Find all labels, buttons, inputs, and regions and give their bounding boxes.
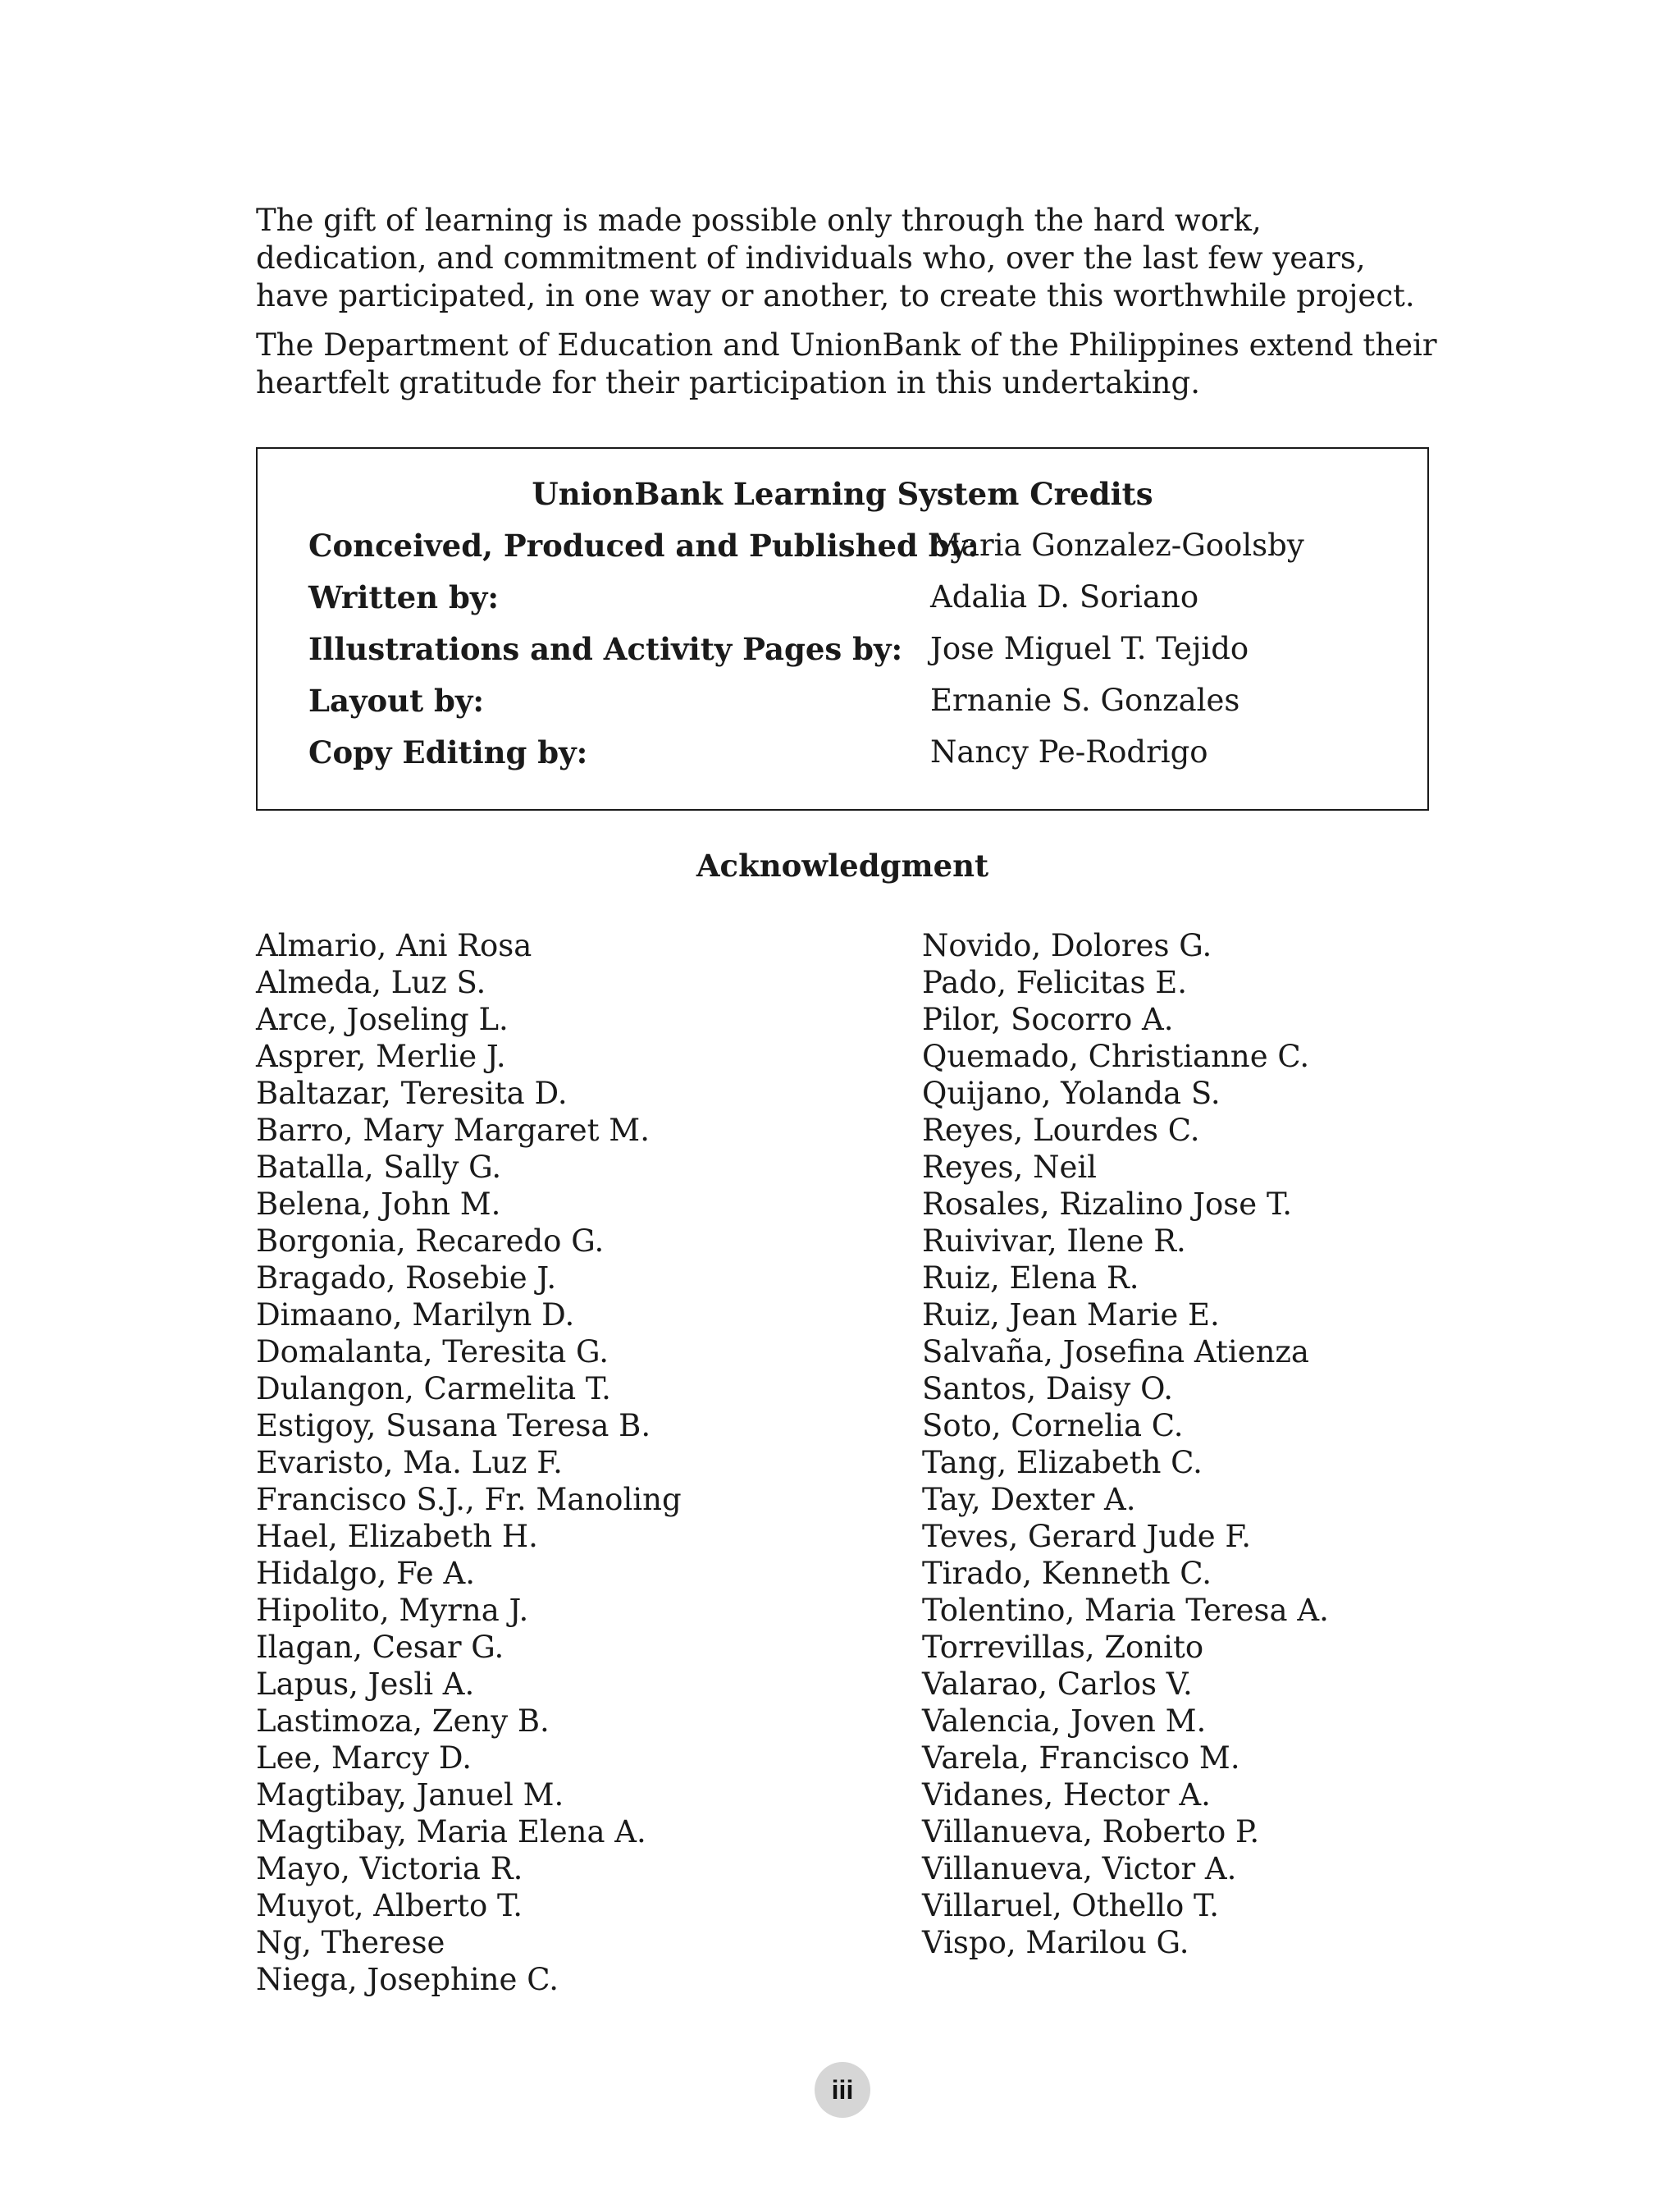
acknowledgment-name: Valarao, Carlos V. — [922, 1667, 1193, 1702]
acknowledgment-name: Ruiz, Jean Marie E. — [922, 1297, 1220, 1333]
acknowledgment-name: Villaruel, Othello T. — [922, 1888, 1220, 1923]
acknowledgment-name: Hipolito, Myrna J. — [256, 1593, 529, 1628]
acknowledgment-name: Barro, Mary Margaret M. — [256, 1113, 650, 1148]
acknowledgment-name: Borgonia, Recaredo G. — [256, 1223, 605, 1259]
acknowledgment-name: Ng, Therese — [256, 1925, 445, 1960]
acknowledgment-name: Belena, John M. — [256, 1186, 501, 1222]
acknowledgment-name: Villanueva, Roberto P. — [922, 1814, 1260, 1849]
acknowledgment-name: Pilor, Socorro A. — [922, 1002, 1174, 1037]
intro-paragraph-1: The gift of learning is made possible only through the hard work, dedication, and commitment of individuals who, over the last few years, have participated, in one way or another, to create this worthwhile project. — [256, 203, 1415, 313]
credit-row — [308, 734, 1411, 771]
acknowledgment-name: Evaristo, Ma. Luz F. — [256, 1445, 563, 1480]
acknowledgment-name: Vispo, Marilou G. — [922, 1925, 1189, 1960]
credit-name: Jose Miguel T. Tejido — [930, 631, 1249, 666]
acknowledgment-name: Santos, Daisy O. — [922, 1371, 1174, 1406]
acknowledgment-name: Reyes, Lourdes C. — [922, 1113, 1200, 1148]
acknowledgment-name: Valencia, Joven M. — [922, 1703, 1207, 1739]
acknowledgment-title: Acknowledgment — [696, 848, 989, 884]
credit-role: Illustrations and Activity Pages by: — [308, 631, 903, 667]
acknowledgment-name: Tolentino, Maria Teresa A. — [922, 1593, 1329, 1628]
acknowledgment-name: Varela, Francisco M. — [922, 1740, 1240, 1776]
credit-row — [308, 527, 1411, 565]
intro-paragraph-2: The Department of Education and UnionBank of the Philippines extend their heartfelt gratitude for their participation in this undertaking. — [256, 327, 1437, 400]
page-number-badge: iii — [815, 2062, 870, 2118]
acknowledgment-name: Almario, Ani Rosa — [256, 928, 532, 963]
acknowledgment-name: Villanueva, Victor A. — [922, 1851, 1237, 1886]
credit-role: Copy Editing by: — [308, 734, 588, 770]
acknowledgment-name: Vidanes, Hector A. — [922, 1777, 1211, 1813]
acknowledgment-name: Reyes, Neil — [922, 1150, 1098, 1185]
acknowledgment-name: Ruivivar, Ilene R. — [922, 1223, 1186, 1259]
acknowledgment-name: Domalanta, Teresita G. — [256, 1334, 609, 1369]
acknowledgment-name: Magtibay, Maria Elena A. — [256, 1814, 646, 1849]
acknowledgment-name: Estigoy, Susana Teresa B. — [256, 1408, 651, 1443]
acknowledgment-name: Rosales, Rizalino Jose T. — [922, 1186, 1292, 1222]
acknowledgment-name: Dulangon, Carmelita T. — [256, 1371, 611, 1406]
acknowledgment-name: Muyot, Alberto T. — [256, 1888, 523, 1923]
acknowledgment-name: Tay, Dexter A. — [922, 1482, 1136, 1517]
acknowledgment-name: Tang, Elizabeth C. — [922, 1445, 1203, 1480]
credits-box — [256, 447, 1429, 811]
acknowledgment-name: Baltazar, Teresita D. — [256, 1076, 568, 1111]
credit-role: Written by: — [308, 579, 499, 615]
acknowledgment-name: Batalla, Sally G. — [256, 1150, 502, 1185]
acknowledgment-name: Ruiz, Elena R. — [922, 1260, 1139, 1296]
acknowledgment-name: Arce, Joseling L. — [256, 1002, 509, 1037]
acknowledgment-name: Tirado, Kenneth C. — [922, 1556, 1212, 1591]
acknowledgment-name: Torrevillas, Zonito — [922, 1630, 1204, 1665]
acknowledgment-name: Bragado, Rosebie J. — [256, 1260, 557, 1296]
credit-row — [308, 578, 1411, 616]
credit-role: Conceived, Produced and Published by: — [308, 528, 979, 564]
acknowledgment-name: Quijano, Yolanda S. — [922, 1076, 1221, 1111]
credit-name: Nancy Pe-Rodrigo — [930, 734, 1208, 770]
acknowledgment-name: Teves, Gerard Jude F. — [922, 1519, 1252, 1554]
acknowledgment-name: Lee, Marcy D. — [256, 1740, 472, 1776]
acknowledgment-name: Dimaano, Marilyn D. — [256, 1297, 575, 1333]
acknowledgment-name: Lapus, Jesli A. — [256, 1667, 475, 1702]
acknowledgment-name: Salvaña, Josefina Atienza — [922, 1334, 1309, 1369]
acknowledgment-name: Quemado, Christianne C. — [922, 1039, 1310, 1074]
acknowledgment-name: Ilagan, Cesar G. — [256, 1630, 504, 1665]
credit-name: Ernanie S. Gonzales — [930, 683, 1240, 718]
credit-row — [308, 630, 1411, 668]
credit-name: Maria Gonzalez-Goolsby — [930, 528, 1304, 563]
acknowledgment-right-column — [922, 927, 1329, 1961]
credit-name: Adalia D. Soriano — [930, 579, 1199, 615]
acknowledgment-name: Soto, Cornelia C. — [922, 1408, 1184, 1443]
acknowledgment-name: Hael, Elizabeth H. — [256, 1519, 538, 1554]
credits-title: UnionBank Learning System Credits — [532, 476, 1153, 512]
acknowledgment-name: Asprer, Merlie J. — [256, 1039, 506, 1074]
acknowledgment-name: Francisco S.J., Fr. Manoling — [256, 1482, 682, 1517]
acknowledgment-name: Lastimoza, Zeny B. — [256, 1703, 550, 1739]
acknowledgment-name: Mayo, Victoria R. — [256, 1851, 523, 1886]
acknowledgment-name: Almeda, Luz S. — [256, 965, 486, 1000]
acknowledgment-left-column — [256, 927, 682, 1998]
credit-role: Layout by: — [308, 683, 485, 719]
acknowledgment-name: Magtibay, Januel M. — [256, 1777, 564, 1813]
acknowledgment-name: Niega, Josephine C. — [256, 1962, 559, 1997]
acknowledgment-name: Hidalgo, Fe A. — [256, 1556, 475, 1591]
credit-row — [308, 682, 1411, 720]
acknowledgment-name: Novido, Dolores G. — [922, 928, 1212, 963]
acknowledgment-name: Pado, Felicitas E. — [922, 965, 1187, 1000]
